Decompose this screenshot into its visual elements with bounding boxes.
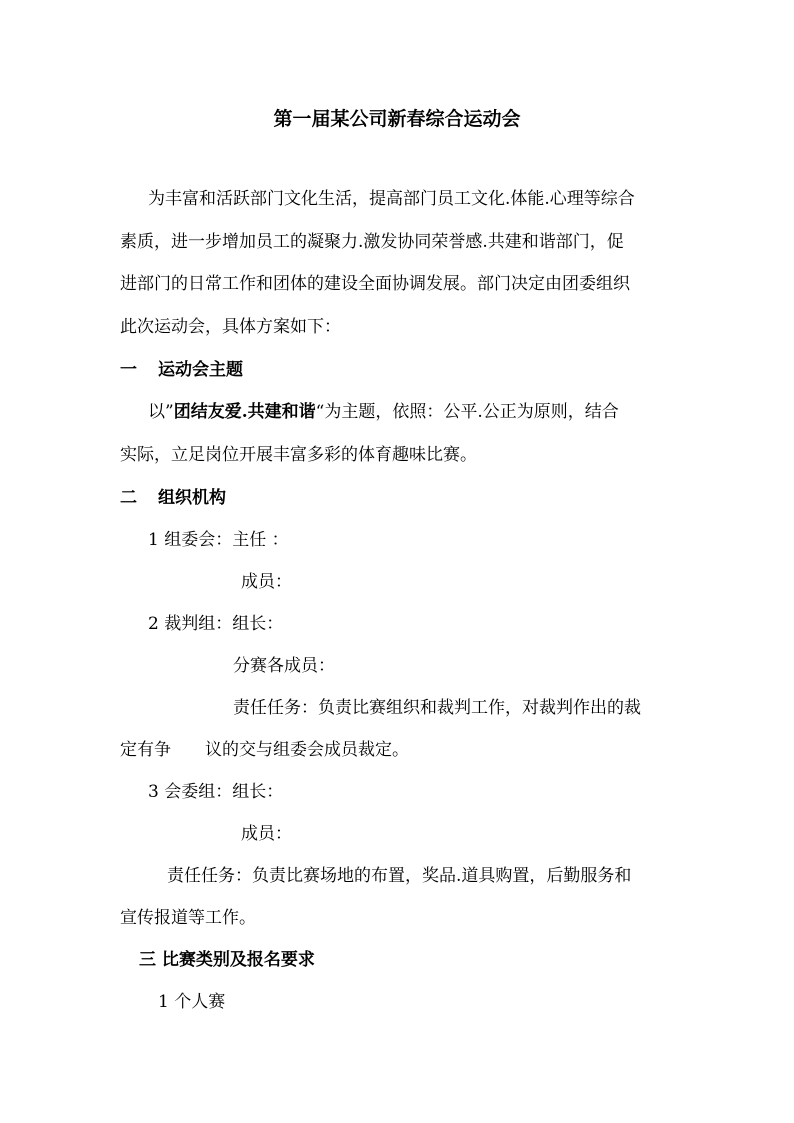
section-3-item-1: 1 个人赛 (158, 992, 226, 1012)
referee-group-members: 分赛各成员： (233, 656, 335, 676)
document-title: 第一届某公司新春综合运动会 (273, 108, 521, 130)
intro-line-4: 此次运动会，具体方案如下： (120, 317, 341, 337)
intro-line-1: 为丰富和活跃部门文化生活，提高部门员工文化.体能.心理等综合 (148, 189, 635, 209)
section-1-heading: 运动会主题 (158, 360, 243, 380)
referee-group-duty-line-1: 责任任务：负责比赛组织和裁判工作，对裁判作出的裁 (233, 698, 641, 718)
section-1-number: 一 (120, 360, 137, 380)
intro-line-2: 素质，进一步增加员工的凝聚力.激发协同荣誉感.共建和谐部门，促 (120, 232, 624, 252)
referee-group-title: 2 裁判组：组长： (148, 614, 284, 634)
referee-group-duty-line-2b: 议的交与组委会成员裁定。 (205, 740, 409, 760)
theme-slogan: 团结友爱.共建和谐 (173, 402, 316, 422)
affairs-group-members: 成员： (241, 824, 292, 844)
section-2-heading: 组织机构 (158, 488, 226, 508)
theme-prefix: 以” (148, 402, 174, 422)
affairs-group-title: 3 会委组：组长： (148, 782, 284, 802)
organizing-committee-title: 1 组委会：主任 ： (148, 530, 289, 550)
section-1-line-1 (148, 401, 619, 423)
affairs-group-duty-line-2: 宣传报道等工作。 (120, 908, 256, 928)
theme-suffix: “为主题，依照：公平.公正为原则，结合 (315, 402, 619, 422)
referee-group-duty-line-2a: 定有争 (120, 740, 171, 760)
affairs-group-duty-line-1: 责任任务：负责比赛场地的布置，奖品.道具购置，后勤服务和 (167, 866, 632, 886)
organizing-committee-members: 成员： (241, 572, 292, 592)
section-2-number: 二 (120, 488, 137, 508)
intro-line-3: 进部门的日常工作和团体的建设全面协调发展。部门决定由团委组织 (120, 274, 630, 294)
section-3-heading: 三 比赛类别及报名要求 (139, 950, 315, 970)
section-1-line-2: 实际，立足岗位开展丰富多彩的体育趣味比赛。 (120, 445, 477, 465)
